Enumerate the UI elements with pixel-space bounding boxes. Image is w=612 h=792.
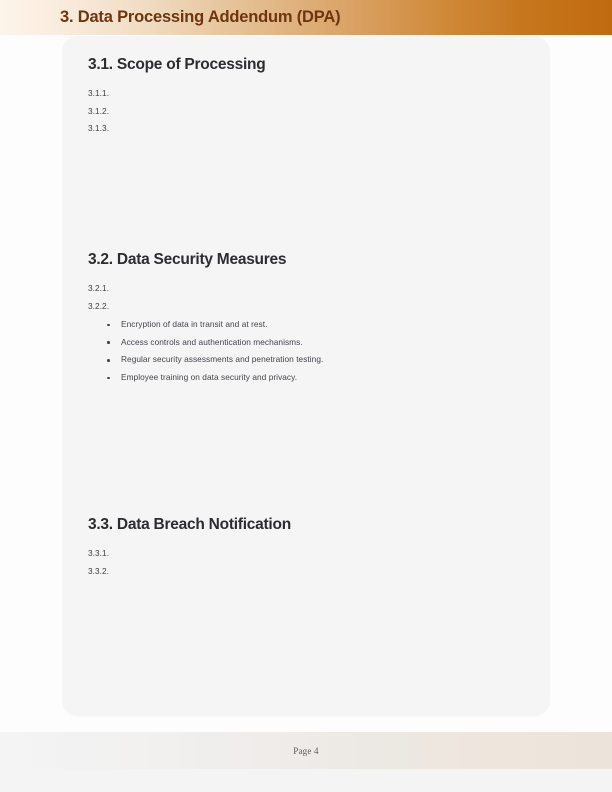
page-number: Page 4: [293, 745, 319, 756]
clause-item: 3.1.3.: [88, 123, 110, 134]
document-title: 3. Data Processing Addendum (DPA): [60, 8, 341, 26]
clause-item: 3.1.1.: [88, 88, 110, 98]
document-footer-band: [0, 732, 612, 769]
security-measures-bullet-list: [88, 316, 532, 386]
content-card: [62, 36, 550, 716]
section-3-3: [88, 516, 532, 580]
clause-list: [88, 85, 532, 138]
bullet-item: Encryption of data in transit and at rest.: [105, 316, 532, 334]
bullet-item: Access controls and authentication mechanisms.: [105, 334, 532, 352]
clause-list: [88, 545, 532, 580]
bullet-item: Employee training on data security and privacy.: [105, 369, 532, 387]
clause-item: 3.3.1.: [88, 548, 110, 558]
document-header-band: [0, 0, 612, 35]
clause-list: [88, 280, 532, 315]
clause-item: 3.2.2.: [88, 300, 110, 311]
bullet-item: Regular security assessments and penetration testing.: [105, 351, 532, 369]
section-heading: 3.3. Data Breach Notification: [88, 516, 291, 533]
page-bottom-margin: [0, 769, 612, 792]
clause-item: 3.3.2.: [88, 565, 110, 576]
section-heading: 3.1. Scope of Processing: [88, 56, 266, 73]
section-3-2: [88, 251, 532, 387]
section-heading: 3.2. Data Security Measures: [88, 251, 287, 268]
section-3-1: [88, 56, 532, 138]
clause-item: 3.2.1.: [88, 283, 110, 293]
clause-item: 3.1.2.: [88, 105, 110, 116]
